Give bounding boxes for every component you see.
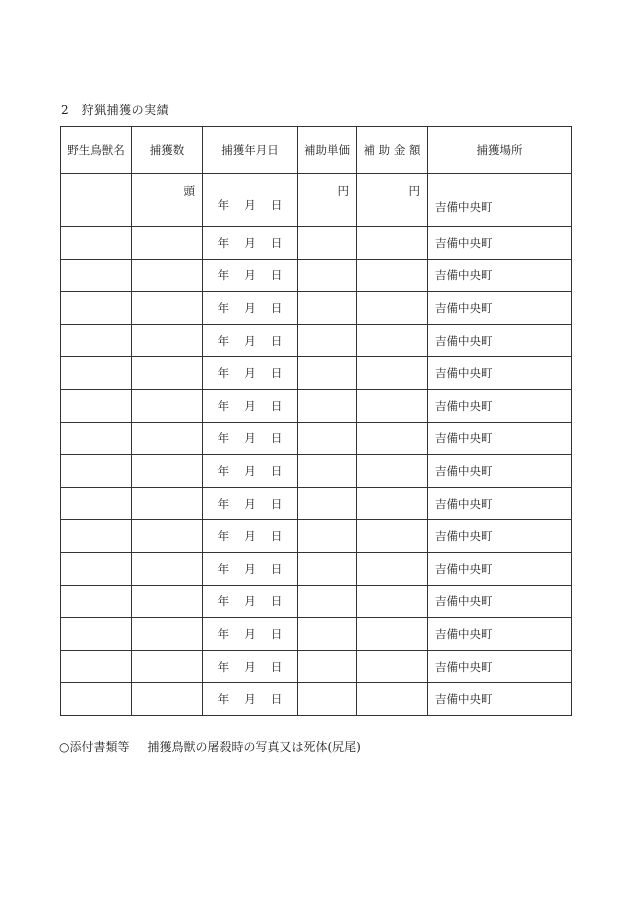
subsidy-amount-cell[interactable]	[357, 389, 428, 422]
subsidy-amount-cell[interactable]	[357, 227, 428, 260]
subsidy-amount-cell[interactable]	[357, 487, 428, 520]
animal-name-cell[interactable]	[61, 618, 132, 651]
count-cell[interactable]	[132, 552, 203, 585]
table-row	[61, 357, 572, 390]
capture-date-cell[interactable]: 年 月 日	[203, 174, 298, 227]
capture-place-cell[interactable]: 吉備中央町	[428, 650, 572, 683]
table-row	[61, 324, 572, 357]
capture-date-cell[interactable]: 年 月 日	[203, 227, 298, 260]
capture-date-cell[interactable]: 年 月 日	[203, 487, 298, 520]
capture-place-cell[interactable]: 吉備中央町	[428, 520, 572, 553]
attachments-note	[59, 738, 361, 755]
table-row	[61, 389, 572, 422]
attachments-label: ○添付書類等	[59, 740, 130, 754]
table-row	[61, 618, 572, 651]
capture-date-cell[interactable]: 年 月 日	[203, 324, 298, 357]
animal-name-cell[interactable]	[61, 389, 132, 422]
capture-date-cell[interactable]: 年 月 日	[203, 292, 298, 325]
table-row	[61, 174, 572, 227]
subsidy-amount-cell[interactable]	[357, 520, 428, 553]
subsidy-amount-cell[interactable]	[357, 292, 428, 325]
capture-date-cell[interactable]: 年 月 日	[203, 618, 298, 651]
capture-record-table	[60, 126, 572, 716]
capture-date-cell[interactable]: 年 月 日	[203, 422, 298, 455]
unit-price-cell[interactable]	[298, 227, 357, 260]
animal-name-cell[interactable]	[61, 455, 132, 488]
capture-place-cell[interactable]: 吉備中央町	[428, 455, 572, 488]
table-row	[61, 422, 572, 455]
count-cell[interactable]	[132, 520, 203, 553]
count-cell[interactable]	[132, 585, 203, 618]
table-row	[61, 683, 572, 716]
unit-price-cell[interactable]	[298, 455, 357, 488]
header-unit-price: 補助単価	[298, 127, 357, 174]
animal-name-cell[interactable]	[61, 520, 132, 553]
capture-place-cell[interactable]: 吉備中央町	[428, 389, 572, 422]
capture-place-cell[interactable]: 吉備中央町	[428, 357, 572, 390]
header-count: 捕獲数	[132, 127, 203, 174]
table-row	[61, 259, 572, 292]
animal-name-cell[interactable]	[61, 259, 132, 292]
capture-date-cell[interactable]: 年 月 日	[203, 683, 298, 716]
capture-date-cell[interactable]: 年 月 日	[203, 389, 298, 422]
capture-date-cell[interactable]: 年 月 日	[203, 650, 298, 683]
capture-place-cell[interactable]: 吉備中央町	[428, 259, 572, 292]
subsidy-amount-cell[interactable]	[357, 683, 428, 716]
unit-price-cell[interactable]	[298, 683, 357, 716]
subsidy-amount-cell[interactable]	[357, 618, 428, 651]
table-row	[61, 585, 572, 618]
unit-price-cell[interactable]	[298, 422, 357, 455]
table-row	[61, 520, 572, 553]
capture-place-cell[interactable]: 吉備中央町	[428, 585, 572, 618]
animal-name-cell[interactable]	[61, 292, 132, 325]
capture-place-cell[interactable]: 吉備中央町	[428, 552, 572, 585]
animal-name-cell[interactable]	[61, 585, 132, 618]
capture-date-cell[interactable]: 年 月 日	[203, 455, 298, 488]
table-row	[61, 552, 572, 585]
capture-date-cell[interactable]: 年 月 日	[203, 520, 298, 553]
subsidy-amount-cell[interactable]	[357, 585, 428, 618]
count-cell[interactable]	[132, 259, 203, 292]
section-title: 2 狩猟捕獲の実績	[61, 103, 170, 117]
animal-name-cell[interactable]	[61, 324, 132, 357]
animal-name-cell[interactable]	[61, 227, 132, 260]
unit-price-cell[interactable]	[298, 324, 357, 357]
table-row	[61, 292, 572, 325]
attachments-text: 捕獲鳥獣の屠殺時の写真又は死体(尻尾)	[147, 740, 361, 754]
count-cell[interactable]	[132, 357, 203, 390]
capture-date-cell[interactable]: 年 月 日	[203, 585, 298, 618]
unit-price-cell[interactable]	[298, 585, 357, 618]
unit-price-cell[interactable]	[298, 389, 357, 422]
unit-price-cell[interactable]	[298, 618, 357, 651]
animal-name-cell[interactable]	[61, 552, 132, 585]
unit-price-cell[interactable]	[298, 552, 357, 585]
animal-name-cell[interactable]	[61, 357, 132, 390]
subsidy-amount-cell[interactable]	[357, 552, 428, 585]
header-capture-place: 捕獲場所	[428, 127, 572, 174]
capture-place-cell[interactable]: 吉備中央町	[428, 174, 572, 227]
capture-place-cell[interactable]: 吉備中央町	[428, 324, 572, 357]
subsidy-amount-cell[interactable]	[357, 357, 428, 390]
count-cell[interactable]	[132, 389, 203, 422]
count-cell[interactable]	[132, 487, 203, 520]
count-cell[interactable]	[132, 618, 203, 651]
unit-price-cell[interactable]	[298, 520, 357, 553]
capture-place-cell[interactable]: 吉備中央町	[428, 422, 572, 455]
count-cell[interactable]	[132, 227, 203, 260]
header-subsidy-amount: 補 助 金 額	[357, 127, 428, 174]
count-unit: 頭	[183, 184, 195, 198]
table-header-row	[61, 127, 572, 174]
subsidy-amount-cell[interactable]	[357, 650, 428, 683]
count-cell[interactable]	[132, 174, 203, 227]
unit-price-cell[interactable]	[298, 174, 357, 227]
capture-place-cell[interactable]: 吉備中央町	[428, 292, 572, 325]
count-cell[interactable]	[132, 292, 203, 325]
capture-place-cell[interactable]: 吉備中央町	[428, 487, 572, 520]
subsidy-amount-cell[interactable]	[357, 455, 428, 488]
unit-price-cell[interactable]	[298, 292, 357, 325]
count-cell[interactable]	[132, 650, 203, 683]
count-cell[interactable]	[132, 683, 203, 716]
animal-name-cell[interactable]	[61, 422, 132, 455]
capture-place-cell[interactable]: 吉備中央町	[428, 683, 572, 716]
table-row	[61, 455, 572, 488]
unit-price-cell[interactable]	[298, 357, 357, 390]
table-row	[61, 227, 572, 260]
capture-date-cell[interactable]: 年 月 日	[203, 552, 298, 585]
capture-place-cell[interactable]: 吉備中央町	[428, 227, 572, 260]
capture-place-cell[interactable]: 吉備中央町	[428, 618, 572, 651]
subsidy-amount-cell[interactable]	[357, 259, 428, 292]
header-animal-name: 野生鳥獣名	[61, 127, 132, 174]
subsidy-amount-cell[interactable]	[357, 174, 428, 227]
unit-price-unit: 円	[337, 184, 349, 198]
subsidy-amount-cell[interactable]	[357, 422, 428, 455]
count-cell[interactable]	[132, 422, 203, 455]
animal-name-cell[interactable]	[61, 683, 132, 716]
subsidy-amount-unit: 円	[408, 184, 420, 198]
count-cell[interactable]	[132, 455, 203, 488]
animal-name-cell[interactable]	[61, 487, 132, 520]
capture-date-cell[interactable]: 年 月 日	[203, 259, 298, 292]
animal-name-cell[interactable]	[61, 650, 132, 683]
count-cell[interactable]	[132, 324, 203, 357]
capture-date-cell[interactable]: 年 月 日	[203, 357, 298, 390]
header-capture-date: 捕獲年月日	[203, 127, 298, 174]
animal-name-cell[interactable]	[61, 174, 132, 227]
table-row	[61, 650, 572, 683]
unit-price-cell[interactable]	[298, 487, 357, 520]
table-row	[61, 487, 572, 520]
unit-price-cell[interactable]	[298, 259, 357, 292]
unit-price-cell[interactable]	[298, 650, 357, 683]
subsidy-amount-cell[interactable]	[357, 324, 428, 357]
